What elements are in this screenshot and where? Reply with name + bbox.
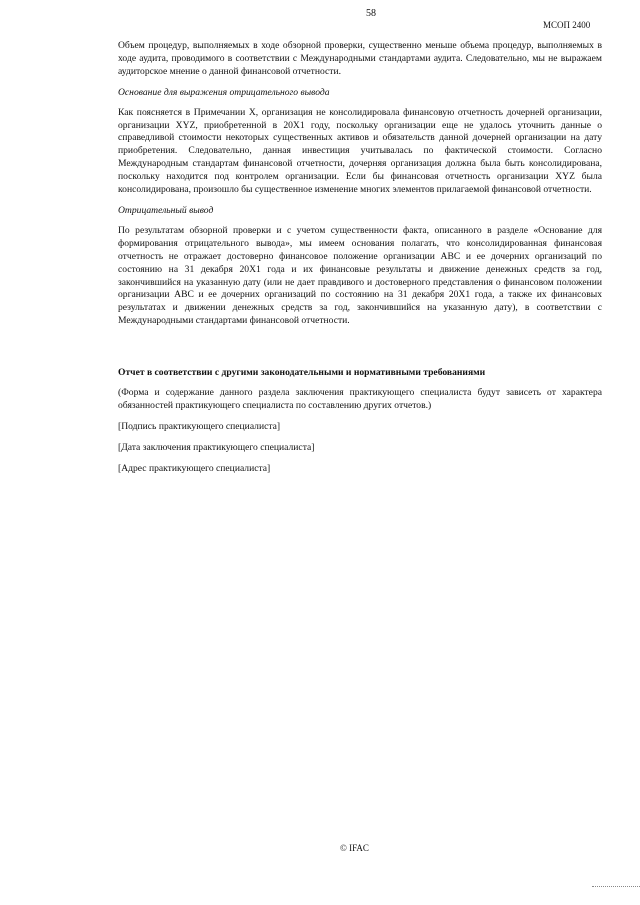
footer-copyright: © IFAC [340, 843, 369, 853]
document-body [118, 40, 602, 476]
section-heading-other-requirements: Отчет в соответствии с другими законодательными и нормативными требованиями [118, 367, 486, 379]
scan-edge-dots [592, 886, 640, 887]
subheading-adverse-conclusion: Отрицательный вывод [118, 204, 214, 216]
subheading-basis-adverse: Основание для выражения отрицательного вывода [118, 86, 330, 98]
signature-placeholder: [Подпись практикующего специалиста] [118, 420, 281, 432]
paragraph-adverse-conclusion: По результатам обзорной проверки и с учетом существенности факта, описанного в разделе «Основание для формирования отрицательного вывода», мы имеем основания полагать, что консолидированная финансовая отчетность не отражает достоверно финансовое положение организации ABC и ее дочерних организаций по состоянию на 31 декабря 20X1 года и их финансовые результаты и движение денежных средств за год, закончившийся на указанную дату (или не дает правдивого и достоверного представления о финансовом положении организации ABC и ее дочерних организаций по состоянию на 31 декабря 20X1 года, а также их финансовых результатах и движении денежных средств за год, закончившийся на указанную дату), в соответствии с Международными стандартами финансовой отчетности. [118, 224, 602, 327]
paragraph-basis-adverse: Как поясняется в Примечании Х, организация не консолидировала финансовую отчетность дочерней организации, организации XYZ, приобретенной в 20X1 году, поскольку организации еще не удалось уточнить данные о справедливой стоимости некоторых существенных активов и обязательств данной дочерней организации на дату приобретения. Следовательно, данная инвестиция учитывалась по фактической стоимости. Согласно Международным стандартам финансовой отчетности, дочерняя организация должна была быть консолидирована, поскольку находится под контролем организации. Если бы финансовая отчетность организации XYZ была консолидирована, произошло бы существенное изменение многих элементов прилагаемой финансовой отчетности. [118, 106, 602, 196]
paragraph-other-reports: (Форма и содержание данного раздела заключения практикующего специалиста будут зависеть от характера обязанностей практикующего специалиста по составлению других отчетов.) [118, 387, 602, 411]
paragraph-review-scope: Объем процедур, выполняемых в ходе обзорной проверки, существенно меньше объема процедур, выполняемых в ходе аудита, проводимого в соответствии с Международными стандартами аудита. Следовательно, мы не выражаем аудиторское мнение о данной финансовой отчетности. [118, 40, 602, 77]
date-placeholder: [Дата заключения практикующего специалиста] [118, 441, 315, 453]
standard-code: МСОП 2400 [543, 20, 591, 30]
address-placeholder: [Адрес практикующего специалиста] [118, 462, 271, 474]
page-number: 58 [366, 8, 376, 19]
